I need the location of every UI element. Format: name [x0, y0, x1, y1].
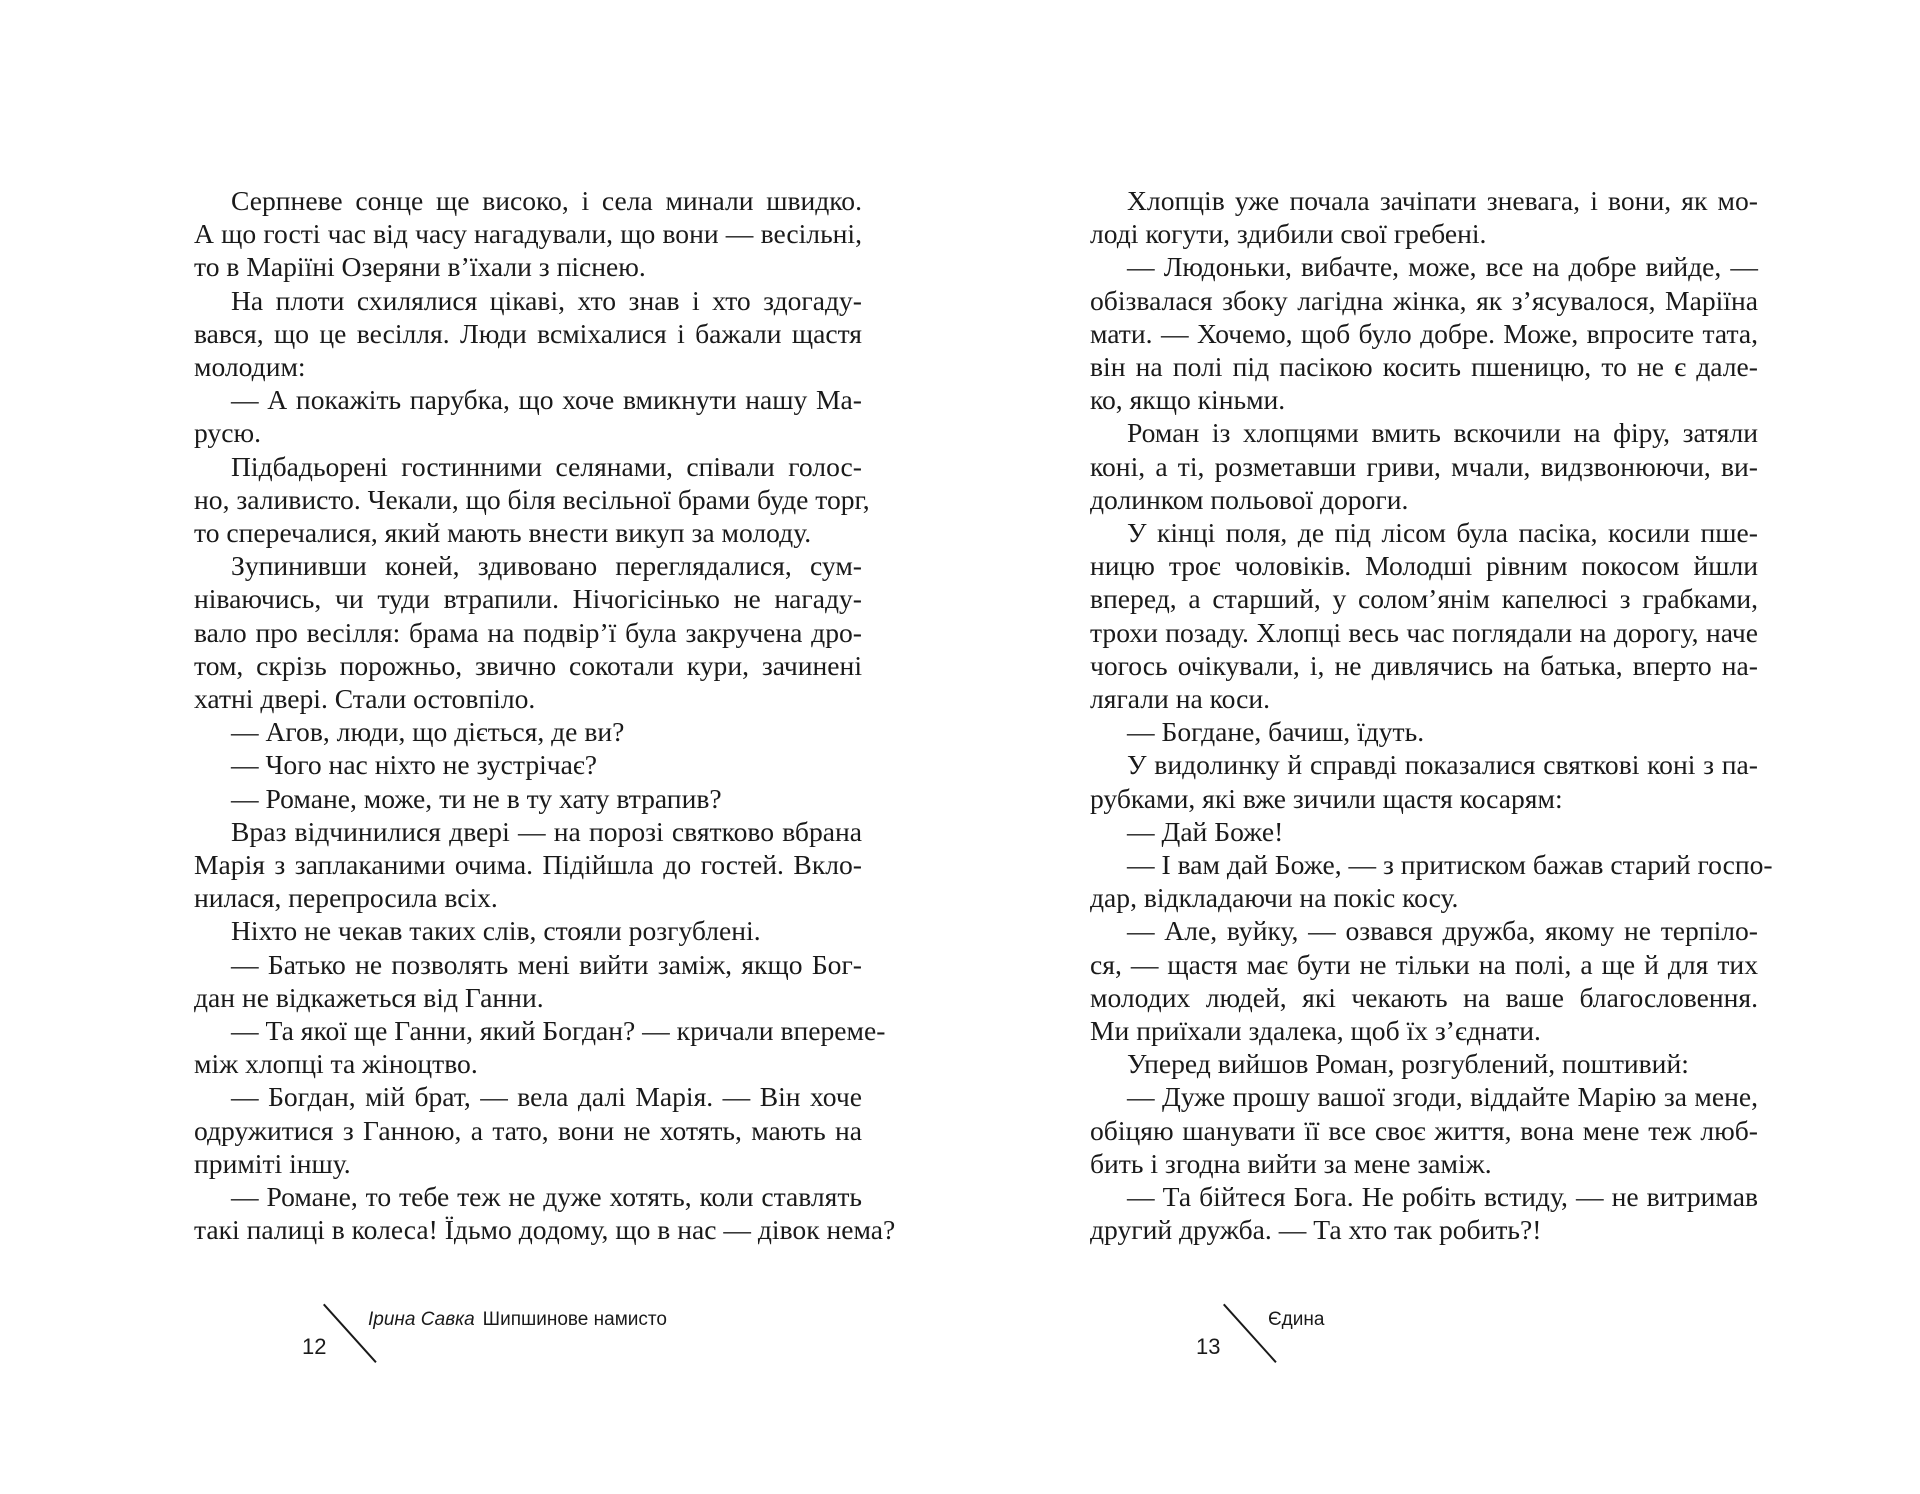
text-line: дан не відкажеться від Ганни. [194, 981, 544, 1013]
text-line: — Дай Боже! [1127, 815, 1284, 847]
text-line: мати. — Хочемо, щоб було добре. Може, впросите тата, [1090, 317, 1758, 349]
text-line: У кінці поля, де під лісом була пасіка, косили пше- [1127, 517, 1758, 549]
right-running-head: Єдина [1268, 1309, 1325, 1330]
text-line: — Агов, люди, що діється, де ви? [231, 716, 625, 748]
text-line: вався, що це весілля. Люди всміхалися і бажали щастя [194, 317, 862, 349]
text-line: хатні двері. Стали остовпіло. [194, 683, 536, 715]
text-line: — Богдане, бачиш, їдуть. [1127, 716, 1425, 748]
text-line: Підбадьорені гостинними селянами, співали голос- [231, 450, 862, 482]
text-line: Роман із хлопцями вмить вскочили на фіру, затяли [1127, 417, 1758, 449]
text-line: приміті іншу. [194, 1147, 351, 1179]
text-line: но, заливисто. Чекали, що біля весільної брами буде торг, [194, 483, 870, 515]
text-line: лягали на коси. [1090, 683, 1271, 715]
text-line: — Романе, може, ти не в ту хату втрапив? [231, 782, 722, 814]
text-line: він на полі під пасікою косить пшеницю, то не є дале- [1090, 351, 1758, 383]
right-page-body [1090, 184, 1773, 1247]
text-line: Хлопців уже почала зачіпати зневага, і вони, як мо- [1127, 185, 1758, 216]
text-line: нилася, перепросила всіх. [194, 882, 498, 914]
text-line: ницю троє чоловіків. Молодші рівним покосом йшли [1090, 550, 1758, 582]
text-line: Ніхто не чекав таких слів, стояли розгублені. [231, 915, 761, 947]
text-line: Враз відчинилися двері — на порозі святково вбрана [231, 815, 862, 847]
text-line: між хлопці та жіноцтво. [194, 1048, 478, 1080]
text-line: другий дружба. — Та хто так робить?! [1090, 1214, 1542, 1246]
text-line: том, скрізь порожньо, звично сокотали кури, зачинені [194, 649, 862, 681]
text-line: Марія з заплаканими очима. Підійшла до гостей. Вкло- [194, 849, 862, 881]
text-line: чогось очікували, і, не дивлячись на батька, вперто на- [1090, 649, 1758, 681]
author-name: Ірина Савка [368, 1309, 475, 1330]
text-line: бить і згодна вийти за мене заміж. [1090, 1147, 1492, 1179]
text-line: ко, якщо кіньми. [1090, 384, 1286, 416]
right-page-number: 13 [1196, 1334, 1221, 1359]
text-line: — Але, вуйку, — озвався дружба, якому не терпіло- [1127, 915, 1758, 947]
text-line: На плоти схилялися цікаві, хто знав і хто здогаду- [231, 284, 862, 316]
text-line: обіцяю шанувати її все своє життя, вона мене теж люб- [1090, 1114, 1758, 1146]
text-line: вперед, а старший, у солом’янім капелюсі з грабками, [1090, 583, 1758, 615]
text-line: Ми приїхали здалека, щоб їх з’єднати. [1090, 1015, 1541, 1047]
text-line: рубками, які вже зичили щастя косарям: [1090, 782, 1563, 814]
text-line: Уперед вийшов Роман, розгублений, поштивий: [1127, 1048, 1689, 1080]
text-line: — Людоньки, вибачте, може, все на добре вийде, — [1127, 251, 1758, 283]
text-line: Зупинивши коней, здивовано переглядалися, сум- [231, 550, 862, 582]
text-line: А що гості час від часу нагадували, що вони — весільні, [194, 218, 862, 250]
text-line: лоді когути, здибили свої гребені. [1090, 218, 1487, 250]
text-line: У видолинку й справді показалися святкові коні з па- [1127, 749, 1758, 781]
text-line: молодих людей, які чекають на ваше благословення. [1090, 981, 1758, 1013]
text-line: то сперечалися, який мають внести викуп за молоду. [194, 517, 812, 549]
text-line: долинком польової дороги. [1090, 483, 1409, 515]
text-line: обізвалася збоку лагідна жінка, як з’ясувалося, Маріїна [1090, 284, 1758, 316]
text-line: одружитися з Ганною, а тато, вони не хотять, мають на [194, 1114, 862, 1146]
text-line: такі палиці в колеса! Їдьмо додому, що в нас — дівок нема? [194, 1214, 896, 1246]
text-line: молодим: [194, 351, 306, 383]
text-line: — Дуже прошу вашої згоди, віддайте Марію за мене, [1127, 1081, 1758, 1113]
text-line: — І вам дай Боже, — з притиском бажав старий госпо- [1127, 849, 1773, 881]
text-line: — А покажіть парубка, що хоче вмикнути нашу Ма- [231, 384, 862, 416]
text-line: — Богдан, мій брат, — вела далі Марія. — Він хоче [231, 1081, 862, 1113]
text-line: — Батько не позволять мені вийти заміж, якщо Бог- [231, 948, 862, 980]
left-running-head [368, 1309, 667, 1331]
text-line: — Та якої ще Ганни, який Богдан? — кричали впереме- [231, 1015, 886, 1047]
text-line: вало про весілля: брама на подвір’ї була закручена дро- [194, 616, 862, 648]
text-line: русю. [194, 417, 261, 449]
text-line: дар, відкладаючи на покіс косу. [1090, 882, 1459, 914]
text-line: ніваючись, чи туди втрапили. Нічогісінько не нагаду- [194, 583, 862, 615]
text-line: — Чого нас ніхто не зустрічає? [231, 749, 597, 781]
left-page-number: 12 [302, 1334, 327, 1359]
left-page-body [194, 184, 896, 1247]
text-line: ся, — щастя має бути не тільки на полі, а ще й для тих [1090, 948, 1758, 980]
text-line: трохи позаду. Хлопці весь час поглядали на дорогу, наче [1090, 616, 1758, 648]
text-line: то в Маріїні Озеряни в’їхали з піснею. [194, 251, 646, 283]
text-line: Серпневе сонце ще високо, і села минали швидко. [231, 185, 862, 216]
book-title: Шипшинове намисто [482, 1309, 667, 1330]
text-line: — Та бійтеся Бога. Не робіть встиду, — не витримав [1127, 1181, 1758, 1213]
text-line: коні, а ті, розметавши гриви, мчали, видзвонюючи, ви- [1090, 450, 1758, 482]
text-line: — Романе, то тебе теж не дуже хотять, коли ставлять [231, 1181, 862, 1213]
